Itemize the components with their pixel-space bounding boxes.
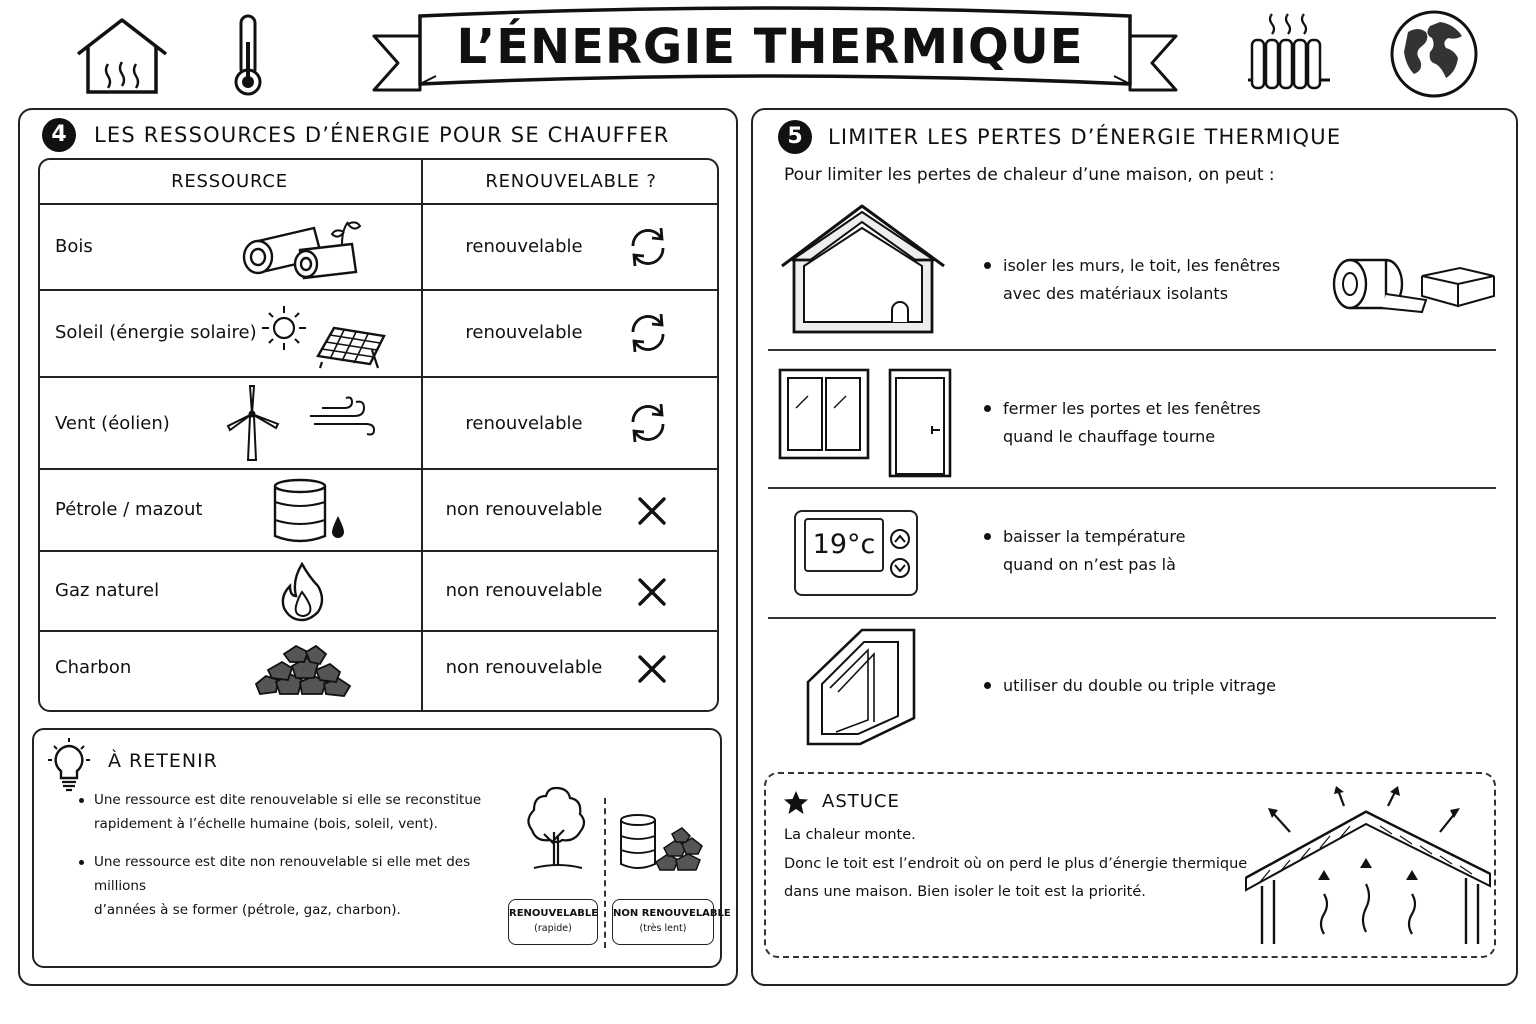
tip-text: La chaleur monte.: [784, 827, 916, 843]
separator: [768, 617, 1496, 619]
flame-icon: [280, 562, 326, 622]
wind-turbine-icon: [226, 384, 376, 462]
renewable-status: non renouvelable: [445, 657, 603, 678]
table-rule: [38, 289, 719, 291]
thermostat-buttons-icon: [888, 528, 912, 580]
bullet: [984, 262, 991, 269]
thermometer-icon: [228, 12, 268, 98]
text-line: fermer les portes et les fenêtres: [1003, 399, 1261, 418]
separator: [768, 349, 1496, 351]
section-title: LES RESSOURCES D’ÉNERGIE POUR SE CHAUFFER: [94, 123, 670, 147]
tag-label: RENOUVELABLE: [509, 908, 599, 919]
star-icon: [782, 789, 810, 817]
tip-text: dans une maison. Bien isoler le toit est la priorité.: [784, 884, 1146, 900]
text-line: Une ressource est dite renouvelable si elle se reconstitue: [94, 792, 482, 808]
insulation-materials-icon: [1330, 250, 1498, 314]
table-rule: [38, 550, 719, 552]
tip-title: ASTUCE: [822, 791, 900, 812]
tip-lower-temperature: [1003, 523, 1186, 579]
retain-title: À RETENIR: [108, 750, 218, 772]
retain-definition-renewable: [94, 788, 524, 836]
section-number: 4: [42, 118, 76, 152]
renewable-status: renouvelable: [465, 322, 583, 343]
cross-icon: [636, 653, 668, 685]
bullet: [984, 405, 991, 412]
thermostat-reading: 19°c: [812, 529, 876, 560]
section-title: LIMITER LES PERTES D’ÉNERGIE THERMIQUE: [828, 125, 1342, 149]
text-line: quand on n’est pas là: [1003, 555, 1176, 574]
text-line: rapidement à l’échelle humaine (bois, soleil, vent).: [94, 816, 438, 832]
tag-divider: [604, 798, 606, 948]
bullet: [984, 682, 991, 689]
radiator-icon: [1246, 10, 1332, 94]
column-header-renewable: RENOUVELABLE ?: [485, 171, 657, 192]
insulated-house-icon: [778, 202, 948, 336]
resource-name: Vent (éolien): [55, 413, 170, 434]
text-line: avec des matériaux isolants: [1003, 284, 1229, 303]
table-rule: [38, 630, 719, 632]
page-title: L’ÉNERGIE THERMIQUE: [456, 19, 1084, 75]
cross-icon: [636, 495, 668, 527]
resource-name: Pétrole / mazout: [55, 499, 203, 520]
tip-insulate: [1003, 252, 1280, 308]
tag-label: NON RENOUVELABLE: [613, 908, 731, 919]
resource-name: Bois: [55, 236, 93, 257]
renewable-status: non renouvelable: [445, 580, 603, 601]
text-line: quand le chauffage tourne: [1003, 427, 1216, 446]
tip-close-doors: [1003, 395, 1261, 451]
recycle-icon: [625, 400, 671, 446]
column-header-resource: RESSOURCE: [171, 171, 288, 192]
text-line: isoler les murs, le toit, les fenêtres: [1003, 256, 1281, 275]
bullet: [79, 798, 84, 803]
renewable-status: non renouvelable: [445, 499, 603, 520]
coal-pile-icon: [250, 640, 356, 698]
window-door-icon: [778, 368, 954, 478]
renewable-status: renouvelable: [465, 236, 583, 257]
resource-name: Charbon: [55, 657, 132, 678]
renewable-status: renouvelable: [465, 413, 583, 434]
oil-barrel-icon: [270, 478, 352, 546]
recycle-icon: [625, 310, 671, 356]
table-rule: [38, 376, 719, 378]
lightbulb-icon: [42, 736, 96, 792]
section-intro: Pour limiter les pertes de chaleur d’une maison, on peut :: [784, 165, 1275, 185]
thermostat-display: [804, 518, 884, 572]
resource-name: Gaz naturel: [55, 580, 160, 601]
tag-nonrenewable: [612, 899, 731, 945]
sun-solar-panel-icon: [260, 302, 388, 372]
globe-icon: [1388, 8, 1480, 100]
separator: [768, 487, 1496, 489]
cross-icon: [636, 576, 668, 608]
bullet: [79, 860, 84, 865]
recycle-icon: [625, 224, 671, 270]
text-line: baisser la température: [1003, 527, 1186, 546]
text-line: d’années à se former (pétrole, gaz, charbon).: [94, 902, 401, 918]
tip-text: Donc le toit est l’endroit où on perd le plus d’énergie thermique: [784, 856, 1248, 872]
tag-renewable: [508, 899, 598, 945]
text-line: Une ressource est dite non renouvelable si elle met des millions: [94, 854, 471, 894]
heat-rising-roof-icon: [1240, 782, 1496, 948]
double-glazing-icon: [802, 626, 922, 750]
house-heat-icon: [72, 14, 172, 96]
tree-icon: [524, 784, 588, 874]
table-rule: [38, 468, 719, 470]
tag-sublabel: (très lent): [639, 923, 687, 934]
resource-name: Soleil (énergie solaire): [55, 322, 257, 343]
retain-definition-nonrenewable: [94, 850, 524, 922]
tag-sublabel: (rapide): [534, 923, 572, 934]
barrel-coal-icon: [616, 812, 708, 874]
tip-double-glazing: utiliser du double ou triple vitrage: [1003, 676, 1277, 695]
logs-icon: [234, 214, 362, 280]
bullet: [984, 533, 991, 540]
section-number: 5: [778, 120, 812, 154]
